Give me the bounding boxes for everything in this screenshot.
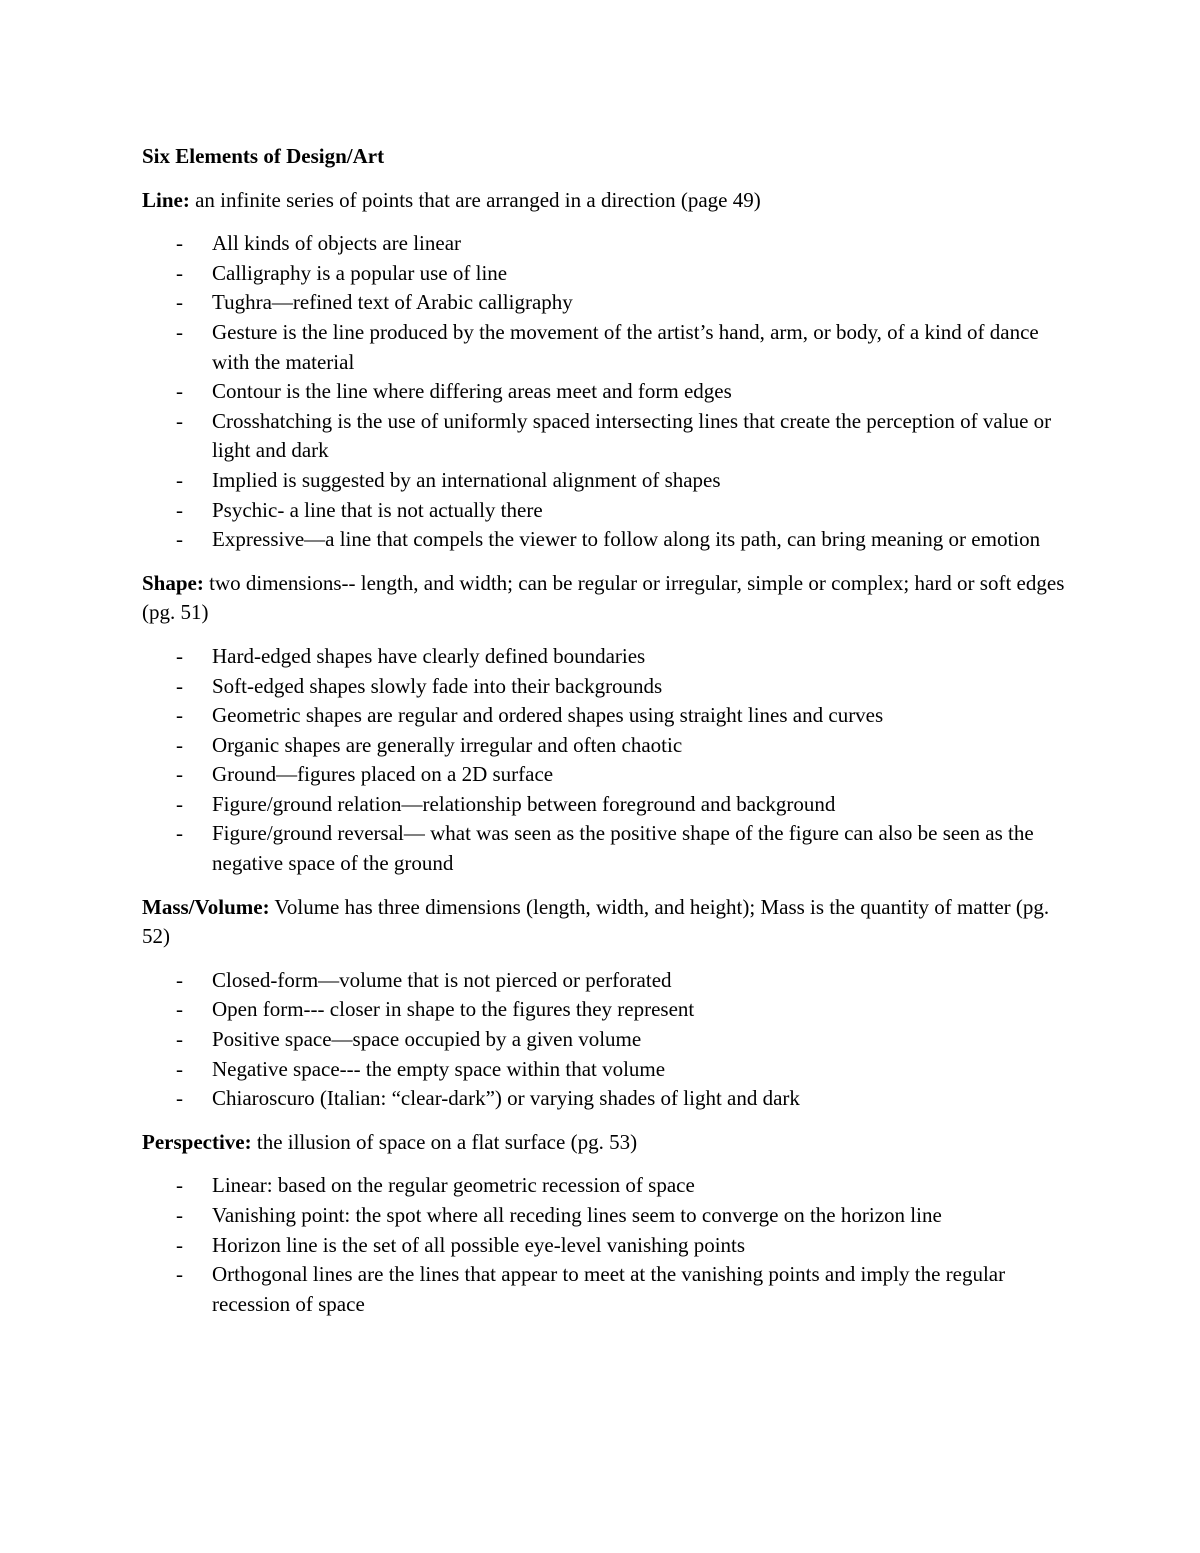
bullet-dash: - <box>176 643 183 668</box>
bullet-dash: - <box>176 319 183 344</box>
section-label: Line: <box>142 187 190 212</box>
section-label: Mass/Volume: <box>142 894 270 919</box>
list-item-text: Ground—figures placed on a 2D surface <box>212 762 554 787</box>
bullet-dash: - <box>176 732 183 757</box>
list-item <box>142 642 1072 672</box>
list-item-text: Negative space--- the empty space within that volume <box>212 1056 666 1081</box>
bullet-dash: - <box>176 1203 183 1227</box>
list-item-text: Figure/ground reversal— what was seen as the positive shape of the figure can also be seen as the negative space of the ground <box>212 821 1034 876</box>
list-item-text: Geometric shapes are regular and ordered shapes using straight lines and curves <box>212 703 884 728</box>
bullet-dash: - <box>176 1056 183 1081</box>
list-item <box>142 1231 1072 1261</box>
list-item <box>142 1171 1072 1201</box>
list-item-text: Open form--- closer in shape to the figures they represent <box>212 997 695 1022</box>
section-heading <box>142 186 1072 216</box>
bullet-dash: - <box>176 1262 183 1287</box>
list-item-text: Orthogonal lines are the lines that appear to meet at the vanishing points and imply the regular recession of space <box>212 1262 1006 1316</box>
list-item <box>142 259 1072 289</box>
list-item <box>142 760 1072 790</box>
list-item <box>142 701 1072 731</box>
section-label: Shape: <box>142 570 204 595</box>
bullet-dash: - <box>176 1173 183 1198</box>
list-item-text: Calligraphy is a popular use of line <box>212 260 508 285</box>
bullet-dash: - <box>176 467 183 492</box>
list-item-text: Tughra—refined text of Arabic calligraphy <box>212 290 573 315</box>
bullet-dash: - <box>176 1086 183 1111</box>
list-item-text: Linear: based on the regular geometric recession of space <box>212 1173 695 1198</box>
list-item-text: Organic shapes are generally irregular and often chaotic <box>212 732 683 757</box>
bullet-dash: - <box>176 997 183 1022</box>
list-item-text: Hard-edged shapes have clearly defined boundaries <box>212 643 646 668</box>
document-page <box>142 142 1072 1333</box>
list-item <box>142 672 1072 702</box>
list-item <box>142 1025 1072 1055</box>
bullet-dash: - <box>176 967 183 992</box>
bullet-dash: - <box>176 1232 183 1257</box>
list-item <box>142 1055 1072 1085</box>
section <box>142 569 1072 879</box>
bullet-list <box>142 966 1072 1114</box>
document-title: Six Elements of Design/Art <box>142 144 385 168</box>
bullet-dash: - <box>176 290 183 315</box>
list-item-text: Implied is suggested by an international alignment of shapes <box>212 467 721 492</box>
list-item <box>142 731 1072 761</box>
section-description: the illusion of space on a flat surface (pg. 53) <box>251 1129 638 1154</box>
list-item <box>142 466 1072 496</box>
section <box>142 186 1072 555</box>
list-item <box>142 790 1072 820</box>
list-item <box>142 229 1072 259</box>
bullet-dash: - <box>176 527 183 552</box>
section-label: Perspective: <box>142 1129 252 1154</box>
list-item-text: Chiaroscuro (Italian: “clear-dark”) or varying shades of light and dark <box>212 1086 800 1111</box>
bullet-dash: - <box>176 1027 183 1052</box>
list-item-text: Expressive—a line that compels the viewer to follow along its path, can bring meaning or emotion <box>212 527 1041 552</box>
bullet-dash: - <box>176 791 183 816</box>
bullet-list <box>142 1171 1072 1319</box>
bullet-dash: - <box>176 379 183 404</box>
list-item-text: Soft-edged shapes slowly fade into their backgrounds <box>212 673 663 698</box>
bullet-list <box>142 642 1072 879</box>
section-heading <box>142 569 1072 628</box>
bullet-dash: - <box>176 260 183 285</box>
list-item <box>142 318 1072 377</box>
list-item-text: All kinds of objects are linear <box>212 231 462 256</box>
list-item-text: Psychic- a line that is not actually there <box>212 497 543 522</box>
bullet-dash: - <box>176 408 183 433</box>
list-item-text: Vanishing point: the spot where all receding lines seem to converge on the horizon line <box>212 1203 942 1227</box>
section <box>142 1128 1072 1320</box>
list-item-text: Crosshatching is the use of uniformly spaced intersecting lines that create the perception of value or light and dark <box>212 408 1052 463</box>
list-item <box>142 966 1072 996</box>
bullet-dash: - <box>176 821 183 846</box>
list-item-text: Contour is the line where differing areas meet and form edges <box>212 379 732 404</box>
list-item <box>142 525 1072 555</box>
bullet-dash: - <box>176 231 183 256</box>
section-heading <box>142 893 1072 952</box>
sections-container <box>142 186 1072 1320</box>
list-item <box>142 377 1072 407</box>
list-item <box>142 1084 1072 1114</box>
list-item-text: Horizon line is the set of all possible eye-level vanishing points <box>212 1232 746 1257</box>
list-item <box>142 1260 1072 1319</box>
bullet-dash: - <box>176 762 183 787</box>
list-item <box>142 496 1072 526</box>
section-description: Volume has three dimensions (length, width, and height); Mass is the quantity of matter (pg. 52) <box>142 894 1050 949</box>
list-item <box>142 819 1072 878</box>
list-item <box>142 1201 1072 1231</box>
bullet-dash: - <box>176 703 183 728</box>
list-item-text: Figure/ground relation—relationship between foreground and background <box>212 791 836 816</box>
list-item <box>142 995 1072 1025</box>
list-item <box>142 288 1072 318</box>
section <box>142 893 1072 1114</box>
list-item-text: Gesture is the line produced by the movement of the artist’s hand, arm, or body, of a kind of dance with the material <box>212 319 1039 374</box>
bullet-dash: - <box>176 673 183 698</box>
bullet-list <box>142 229 1072 555</box>
list-item <box>142 407 1072 466</box>
section-heading <box>142 1128 1072 1158</box>
bullet-dash: - <box>176 497 183 522</box>
section-description: two dimensions-- length, and width; can be regular or irregular, simple or complex; hard or soft edges (pg. 51) <box>142 570 1065 625</box>
section-description: an infinite series of points that are arranged in a direction (page 49) <box>189 187 761 212</box>
list-item-text: Closed-form—volume that is not pierced or perforated <box>212 967 672 992</box>
list-item-text: Positive space—space occupied by a given volume <box>212 1027 642 1052</box>
